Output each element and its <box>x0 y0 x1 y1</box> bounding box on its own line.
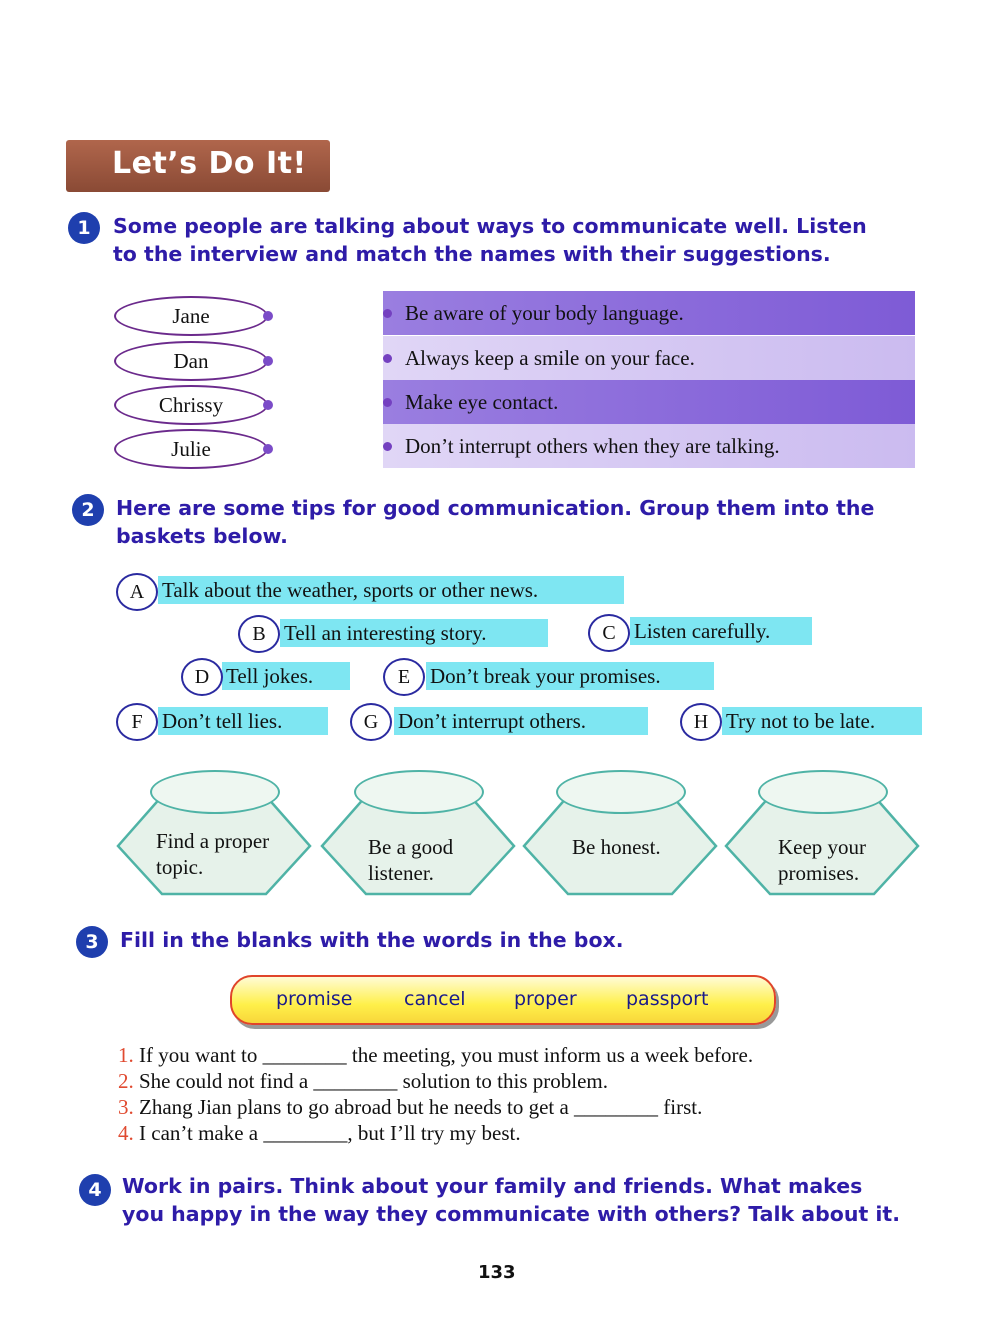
name-oval-jane[interactable]: Jane <box>114 296 268 336</box>
question-4 <box>118 1120 521 1146</box>
exercise-2-instruction <box>116 494 874 550</box>
question-3 <box>118 1094 702 1120</box>
page-number: 133 <box>478 1262 516 1283</box>
section-banner <box>66 140 330 192</box>
exercise-1-instruction <box>113 212 867 268</box>
tip-letter-d: D <box>181 658 223 696</box>
basket-label-line-2: promises. <box>778 861 860 885</box>
name-oval-chrissy[interactable]: Chrissy <box>114 385 268 425</box>
tip-letter-h: H <box>680 703 722 741</box>
bullet-dot <box>383 309 392 318</box>
tip-d[interactable]: Tell jokes. <box>222 662 350 690</box>
suggestion-row[interactable] <box>383 380 915 424</box>
exercise-2-badge: 2 <box>72 494 104 526</box>
question-2 <box>118 1068 608 1094</box>
exercise-2-line-2: baskets below. <box>116 524 288 548</box>
suggestion-text: Don’t interrupt others when they are talking. <box>405 434 780 458</box>
match-dot[interactable] <box>263 400 273 410</box>
name-oval-dan[interactable]: Dan <box>114 341 268 381</box>
match-dot[interactable] <box>263 311 273 321</box>
word-option[interactable]: promise <box>276 988 353 1010</box>
tip-h[interactable]: Try not to be late. <box>722 707 922 735</box>
exercise-1-line-2: to the interview and match the names with their suggestions. <box>113 242 831 266</box>
question-number: 1. <box>118 1043 134 1067</box>
tip-letter-f: F <box>116 703 158 741</box>
exercise-3-instruction: Fill in the blanks with the words in the box. <box>120 928 624 952</box>
match-dot[interactable] <box>263 444 273 454</box>
question-text[interactable]: She could not find a ________ solution to this problem. <box>139 1069 608 1093</box>
tip-e[interactable]: Don’t break your promises. <box>426 662 714 690</box>
question-number: 2. <box>118 1069 134 1093</box>
question-text[interactable]: If you want to ________ the meeting, you must inform us a week before. <box>139 1043 754 1067</box>
suggestion-row[interactable] <box>383 336 915 380</box>
question-number: 4. <box>118 1121 134 1145</box>
basket-label-line-1: Keep your <box>778 835 867 859</box>
basket-rim <box>758 770 888 814</box>
exercise-4-line-1: Work in pairs. Think about your family and friends. What makes <box>122 1174 863 1198</box>
suggestion-text: Make eye contact. <box>405 390 559 414</box>
exercise-3-badge: 3 <box>76 926 108 958</box>
basket-label-line-1: Find a proper <box>156 829 270 853</box>
suggestion-row[interactable] <box>383 424 915 468</box>
suggestion-row[interactable] <box>383 291 915 335</box>
word-option[interactable]: passport <box>626 988 709 1010</box>
word-option[interactable]: cancel <box>404 988 466 1010</box>
exercise-4-badge: 4 <box>79 1174 111 1206</box>
tip-letter-b: B <box>238 615 280 653</box>
question-text[interactable]: Zhang Jian plans to go abroad but he needs to get a ________ first. <box>139 1095 703 1119</box>
tip-letter-a: A <box>116 573 158 611</box>
tip-f[interactable]: Don’t tell lies. <box>158 707 328 735</box>
word-box <box>230 975 776 1025</box>
basket-rim <box>354 770 484 814</box>
bullet-dot <box>383 398 392 407</box>
tip-g[interactable]: Don’t interrupt others. <box>394 707 648 735</box>
word-option[interactable]: proper <box>514 988 577 1010</box>
basket-rim <box>556 770 686 814</box>
exercise-4-instruction <box>122 1172 900 1228</box>
banner-title: Let’s Do It! <box>112 146 307 181</box>
basket-label-line-1: Be a good <box>368 835 454 859</box>
tip-letter-e: E <box>383 658 425 696</box>
exercise-1-line-1: Some people are talking about ways to communicate well. Listen <box>113 214 867 238</box>
basket-label <box>778 834 866 886</box>
exercise-2-line-1: Here are some tips for good communication. Group them into the <box>116 496 875 520</box>
bullet-dot <box>383 354 392 363</box>
match-dot[interactable] <box>263 356 273 366</box>
tip-letter-c: C <box>588 614 630 652</box>
basket-label <box>156 828 269 880</box>
basket-label-line-2: listener. <box>368 861 434 885</box>
exercise-4-line-2: you happy in the way they communicate with others? Talk about it. <box>122 1202 901 1226</box>
name-oval-julie[interactable]: Julie <box>114 429 268 469</box>
tip-b[interactable]: Tell an interesting story. <box>280 619 548 647</box>
basket-label-line-2: topic. <box>156 855 204 879</box>
question-text[interactable]: I can’t make a ________, but I’ll try my best. <box>139 1121 521 1145</box>
bullet-dot <box>383 442 392 451</box>
basket-label <box>572 834 661 860</box>
basket-label-line-1: Be honest. <box>572 835 661 859</box>
tip-a[interactable]: Talk about the weather, sports or other news. <box>158 576 624 604</box>
suggestion-text: Be aware of your body language. <box>405 301 684 325</box>
suggestion-text: Always keep a smile on your face. <box>405 346 695 370</box>
tip-letter-g: G <box>350 703 392 741</box>
exercise-1-badge: 1 <box>68 212 100 244</box>
basket-label <box>368 834 453 886</box>
question-1 <box>118 1042 753 1068</box>
question-number: 3. <box>118 1095 134 1119</box>
tip-c[interactable]: Listen carefully. <box>630 617 812 645</box>
basket-rim <box>150 770 280 814</box>
